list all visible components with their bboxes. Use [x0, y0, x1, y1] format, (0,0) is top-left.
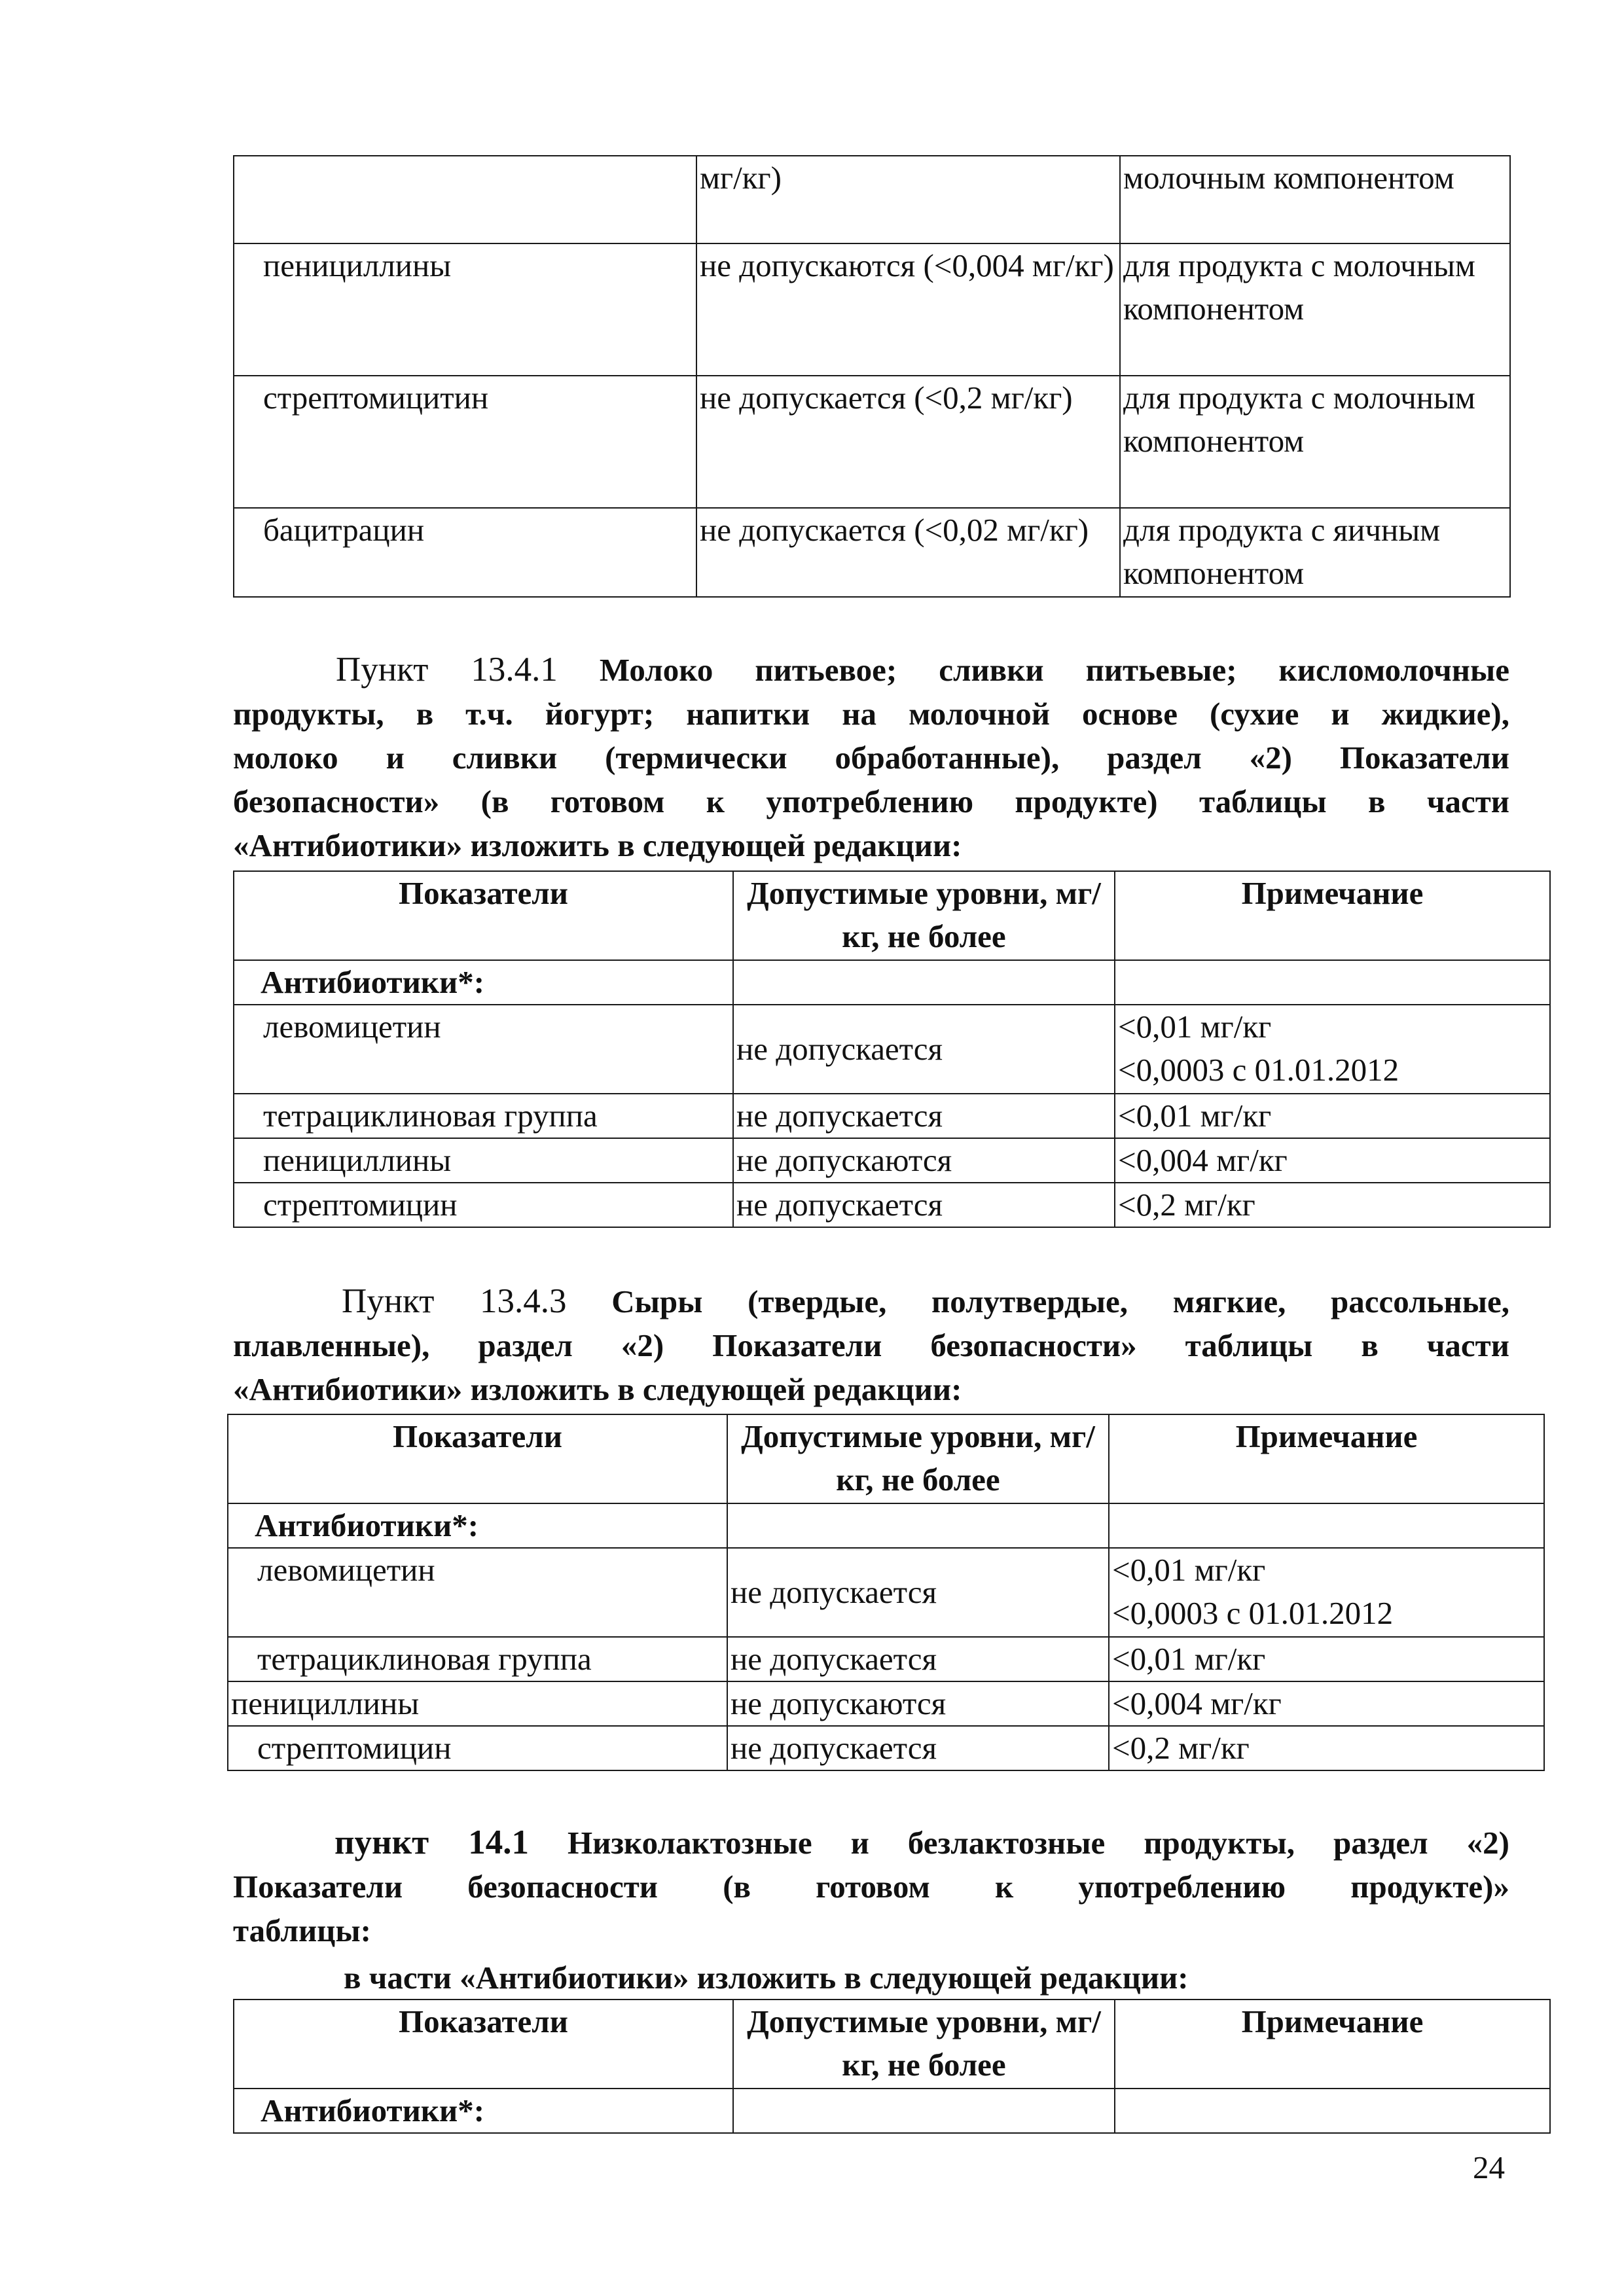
cell-level: не допускается (<0,02 мг/кг): [696, 508, 1120, 597]
table-row: [228, 1726, 1544, 1770]
paragraph-line: [233, 648, 1509, 692]
cell-indicator: пенициллины: [228, 1681, 727, 1726]
table-14-1: [233, 1999, 1551, 2134]
table-row: [234, 156, 1510, 243]
table-row: [228, 1503, 1544, 1548]
cell-indicator: тетрациклиновая группа: [228, 1637, 727, 1681]
paragraph-line: [233, 1865, 1509, 1909]
table-13-4-1: [233, 870, 1551, 1228]
section-text: плавленные), раздел «2) Показатели безопасности» таблицы в части: [233, 1327, 1509, 1363]
cell-indicator: стрептомицин: [228, 1726, 727, 1770]
table-header-row: [234, 2000, 1550, 2089]
table-header-row: [234, 871, 1550, 960]
cell-level: не допускается: [727, 1637, 1109, 1681]
cell-level: не допускается: [733, 1005, 1115, 1094]
paragraph-line: [233, 780, 1509, 823]
header-note: Примечание: [1115, 2000, 1550, 2089]
table-row: [234, 960, 1550, 1005]
group-label: Антибиотики*:: [228, 1503, 727, 1548]
paragraph-line: [233, 1323, 1509, 1367]
cell-level: не допускаются: [733, 1138, 1115, 1183]
cell-level: не допускается: [727, 1548, 1109, 1637]
cell-indicator: пенициллины: [234, 1138, 733, 1183]
table-row: [234, 243, 1510, 376]
cell-indicator: левомицетин: [228, 1548, 727, 1637]
cell-indicator: тетрациклиновая группа: [234, 1094, 733, 1138]
cell-note: <0,004 мг/кг: [1109, 1681, 1544, 1726]
header-note: Примечание: [1115, 871, 1550, 960]
table-row: [228, 1548, 1544, 1637]
section-text: «Антибиотики» изложить в следующей редакции:: [233, 827, 962, 863]
table-row: [234, 508, 1510, 597]
section-13-4-1-text: [233, 648, 1509, 867]
group-label: Антибиотики*:: [234, 2089, 733, 2133]
table-row: [234, 2089, 1550, 2133]
section-text: продукты, в т.ч. йогурт; напитки на молочной основе (сухие и жидкие),: [233, 696, 1509, 732]
paragraph-line: [233, 1280, 1509, 1323]
note-line: <0,01 мг/кг: [1118, 1009, 1272, 1045]
cell-level: не допускается: [733, 1094, 1115, 1138]
cell-note: <0,01 мг/кг: [1115, 1094, 1550, 1138]
section-text: «Антибиотики» изложить в следующей редакции:: [233, 1371, 962, 1407]
table-row: [234, 1005, 1550, 1094]
paragraph-line: [233, 1821, 1509, 1865]
header-indicators: Показатели: [234, 871, 733, 960]
paragraph-line: [233, 1367, 1509, 1411]
paragraph-line: [233, 1909, 1509, 1952]
cell-note: для продукта с молочным компонентом: [1120, 243, 1510, 376]
paragraph-line: [233, 736, 1509, 780]
table-top-continuation: [233, 155, 1511, 598]
cell-indicator: стрептомицитин: [234, 376, 696, 508]
cell-level: не допускается: [727, 1726, 1109, 1770]
table-row: [234, 1183, 1550, 1227]
cell-level: не допускаются (<0,004 мг/кг): [696, 243, 1120, 376]
cell-note: молочным компонентом: [1120, 156, 1510, 243]
paragraph-line: [233, 823, 1509, 867]
cell-empty: [1109, 1503, 1544, 1548]
cell-level: не допускаются: [727, 1681, 1109, 1726]
cell-empty: [1115, 960, 1550, 1005]
cell-empty: [727, 1503, 1109, 1548]
group-label: Антибиотики*:: [234, 960, 733, 1005]
section-text: безопасности» (в готовом к употреблению продукте) таблицы в части: [233, 783, 1509, 819]
header-levels: Допустимые уровни, мг/кг, не более: [733, 871, 1115, 960]
cell-empty: [1115, 2089, 1550, 2133]
table-row: [234, 376, 1510, 508]
table-row: [234, 1094, 1550, 1138]
section-text: Молоко питьевое; сливки питьевые; кисломолочные: [599, 652, 1510, 688]
cell-level: не допускается: [733, 1183, 1115, 1227]
cell-note: <0,2 мг/кг: [1109, 1726, 1544, 1770]
cell-empty: [733, 2089, 1115, 2133]
cell-indicator: бацитрацин: [234, 508, 696, 597]
header-levels: Допустимые уровни, мг/кг, не более: [733, 2000, 1115, 2089]
cell-indicator: [234, 156, 696, 243]
section-label: пункт 14.1: [334, 1823, 529, 1861]
header-note: Примечание: [1109, 1414, 1544, 1503]
header-indicators: Показатели: [234, 2000, 733, 2089]
cell-note: <0,2 мг/кг: [1115, 1183, 1550, 1227]
section-label: Пункт 13.4.1: [336, 651, 558, 689]
cell-note: [1109, 1548, 1544, 1637]
cell-note: для продукта с яичным компонентом: [1120, 508, 1510, 597]
cell-empty: [733, 960, 1115, 1005]
note-line: <0,01 мг/кг: [1112, 1552, 1266, 1588]
cell-level: мг/кг): [696, 156, 1120, 243]
section-text: молоко и сливки (термически обработанные), раздел «2) Показатели: [233, 740, 1509, 776]
cell-indicator: левомицетин: [234, 1005, 733, 1094]
table-13-4-3: [227, 1414, 1545, 1771]
cell-note: <0,01 мг/кг: [1109, 1637, 1544, 1681]
note-line: <0,0003 с 01.01.2012: [1118, 1052, 1399, 1088]
cell-level: не допускается (<0,2 мг/кг): [696, 376, 1120, 508]
header-levels: Допустимые уровни, мг/кг, не более: [727, 1414, 1109, 1503]
cell-note: для продукта с молочным компонентом: [1120, 376, 1510, 508]
section-text: Показатели безопасности (в готовом к употреблению продукте)»: [233, 1869, 1509, 1905]
section-label: Пункт 13.4.3: [342, 1282, 567, 1320]
section-text: таблицы:: [233, 1912, 371, 1948]
section-text: Сыры (твердые, полутвердые, мягкие, рассольные,: [611, 1283, 1510, 1319]
section-14-1-text: [233, 1821, 1509, 1952]
cell-indicator: пенициллины: [234, 243, 696, 376]
section-text: Низколактозные и безлактозные продукты, раздел «2): [568, 1825, 1509, 1861]
cell-indicator: стрептомицин: [234, 1183, 733, 1227]
section-13-4-3-text: [233, 1280, 1509, 1411]
table-header-row: [228, 1414, 1544, 1503]
table-row: [234, 1138, 1550, 1183]
cell-note: <0,004 мг/кг: [1115, 1138, 1550, 1183]
page-number: 24: [1473, 2149, 1505, 2185]
cell-note: [1115, 1005, 1550, 1094]
note-line: <0,0003 с 01.01.2012: [1112, 1595, 1394, 1631]
table-row: [228, 1637, 1544, 1681]
paragraph-line: [233, 692, 1509, 736]
header-indicators: Показатели: [228, 1414, 727, 1503]
table-row: [228, 1681, 1544, 1726]
section-14-1-subline: в части «Антибиотики» изложить в следующей редакции:: [344, 1960, 1189, 1996]
